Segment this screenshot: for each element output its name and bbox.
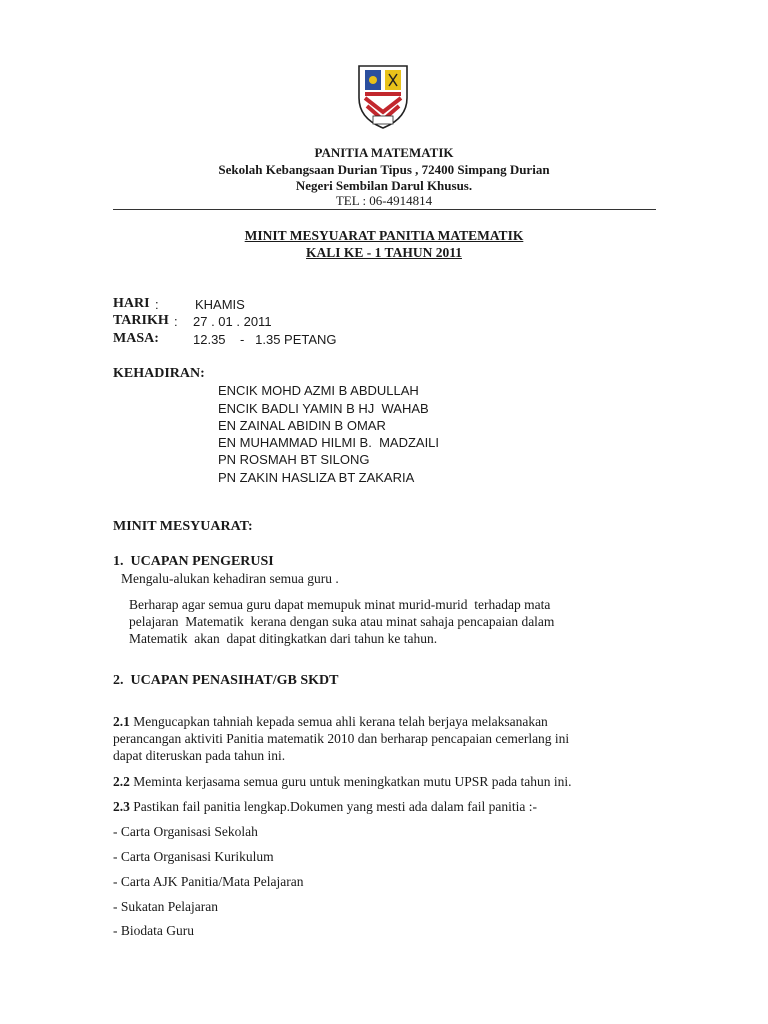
attendee-name: PN ROSMAH BT SILONG xyxy=(218,452,370,467)
header-school: Sekolah Kebangsaan Durian Tipus , 72400 Simpang Durian xyxy=(218,162,550,177)
masa-value: 12.35 - 1.35 PETANG xyxy=(193,332,337,347)
document-list-item: - Carta Organisasi Kurikulum xyxy=(113,849,274,864)
document-list-item: - Biodata Guru xyxy=(113,923,194,938)
document-list-item: - Carta AJK Panitia/Mata Pelajaran xyxy=(113,874,304,889)
attendance-heading: KEHADIRAN: xyxy=(113,366,205,381)
item-2-3-number: 2.3 xyxy=(113,799,130,814)
document-list-item: - Sukatan Pelajaran xyxy=(113,899,218,914)
tarikh-label: TARIKH xyxy=(113,313,169,328)
item-2-3 xyxy=(113,799,537,815)
doc-title-text2: KALI KE - 1 TAHUN 2011 xyxy=(306,245,462,260)
item-2-2-text: Meminta kerjasama semua guru untuk meningkatkan mutu UPSR pada tahun ini. xyxy=(129,774,572,789)
section1-heading: 1. UCAPAN PENGERUSI xyxy=(113,554,274,569)
item-2-2-number: 2.2 xyxy=(113,774,130,789)
item-2-1-number: 2.1 xyxy=(113,714,130,729)
item-2-2 xyxy=(113,774,572,790)
hari-value: KHAMIS xyxy=(195,297,245,312)
masa-label: MASA: xyxy=(113,331,159,346)
item-2-1-text: Mengucapkan tahniah kepada semua ahli kerana telah berjaya melaksanakan xyxy=(129,714,548,729)
section1-para-line: pelajaran Matematik kerana dengan suka atau minat sahaja pencapaian dalam xyxy=(129,614,555,629)
section2-heading: 2. UCAPAN PENASIHAT/GB SKDT xyxy=(113,673,339,688)
item-2-1-line: perancangan aktiviti Panitia matematik 2010 dan berharap pencapaian cemerlang ini xyxy=(113,731,570,746)
section1-para-line: Matematik akan dapat ditingkatkan dari tahun ke tahun. xyxy=(129,631,438,646)
attendee-name: PN ZAKIN HASLIZA BT ZAKARIA xyxy=(218,470,415,485)
section1-welcome: Mengalu-alukan kehadiran semua guru . xyxy=(121,571,339,586)
attendee-name: ENCIK MOHD AZMI B ABDULLAH xyxy=(218,383,419,398)
item-2-1-line: dapat diteruskan pada tahun ini. xyxy=(113,748,286,763)
hari-colon: : xyxy=(155,297,159,312)
school-crest-logo xyxy=(353,60,413,130)
minutes-heading: MINIT MESYUARAT: xyxy=(113,519,253,534)
tarikh-colon: : xyxy=(174,314,178,329)
header-divider xyxy=(113,209,656,210)
header-org: PANITIA MATEMATIK xyxy=(314,145,454,160)
attendee-name: EN MUHAMMAD HILMI B. MADZAILI xyxy=(218,435,440,450)
header-state: Negeri Sembilan Darul Khusus. xyxy=(295,178,473,193)
attendee-name: EN ZAINAL ABIDIN B OMAR xyxy=(218,418,386,433)
doc-title-line1 xyxy=(0,228,768,244)
doc-title-line2 xyxy=(0,245,768,261)
attendee-name: ENCIK BADLI YAMIN B HJ WAHAB xyxy=(218,401,429,416)
tarikh-value: 27 . 01 . 2011 xyxy=(193,314,272,329)
section1-para-line: Berharap agar semua guru dapat memupuk minat murid-murid terhadap mata xyxy=(129,597,551,612)
document-list-item: - Carta Organisasi Sekolah xyxy=(113,824,258,839)
item-2-1 xyxy=(113,714,548,730)
doc-title-text1: MINIT MESYUARAT PANITIA MATEMATIK xyxy=(244,228,524,243)
item-2-3-text: Pastikan fail panitia lengkap.Dokumen yang mesti ada dalam fail panitia :- xyxy=(129,799,538,814)
hari-label: HARI xyxy=(113,296,150,311)
header-tel: TEL : 06-4914814 xyxy=(335,193,433,208)
